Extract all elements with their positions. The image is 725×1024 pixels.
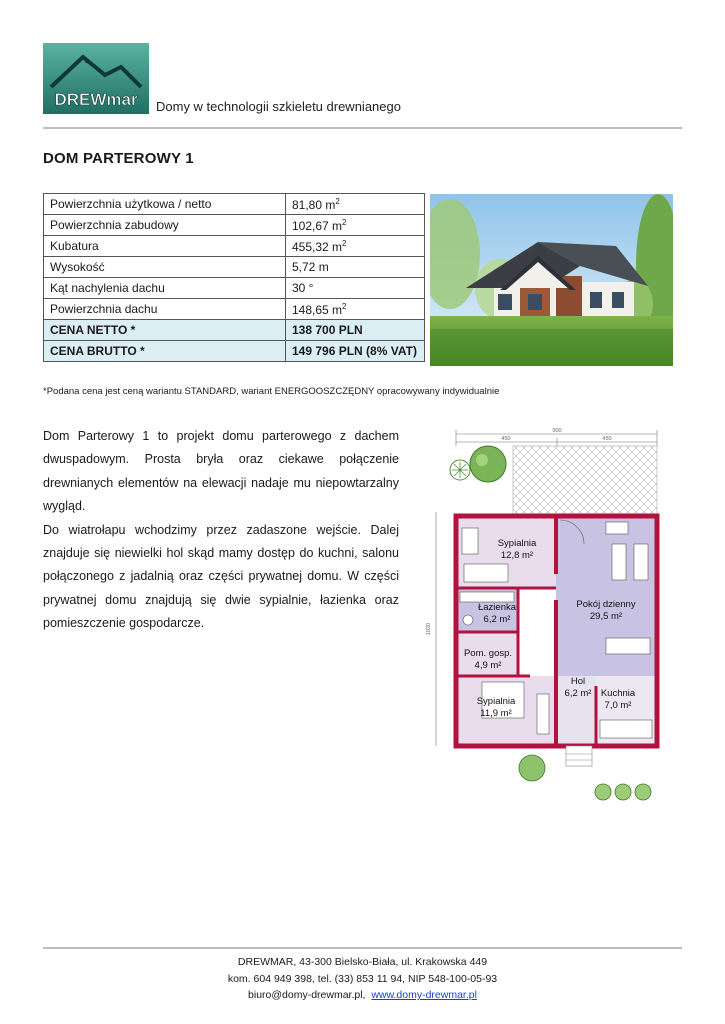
spec-label: Kubatura	[44, 236, 286, 257]
dim-side: 1020	[426, 622, 432, 636]
desc-line: prywatnej domu znajdują się dwie sypialnie, łazienka oraz	[43, 592, 399, 607]
desc-line: znajduje się niewielki hol skąd mamy dostęp do kuchni, salonu	[43, 546, 399, 561]
price-row-gross	[44, 341, 425, 362]
header-divider	[43, 127, 682, 129]
page-title: DOM PARTEROWY 1	[43, 150, 194, 167]
spec-value: 148,65 $m^2$	[286, 299, 425, 320]
desc-line: połączonego z jadalnią oraz części prywatnej domu. W części	[43, 569, 399, 584]
spec-label: Wysokość	[44, 257, 286, 278]
room-area: 4,9 m²	[474, 660, 502, 671]
desc-line: pomieszczenie gospodarcze.	[43, 616, 205, 631]
price-label: CENA BRUTTO *	[44, 341, 286, 362]
room-area: 6,2 m²	[483, 614, 511, 625]
room-area: 7,0 m²	[604, 700, 632, 711]
room-label: Sypialnia	[476, 696, 516, 707]
room-label: Pom. gosp.	[463, 648, 513, 659]
room-label: Sypialnia	[497, 538, 537, 549]
spec-value: 102,67 $m^2$	[286, 215, 425, 236]
spec-row	[44, 299, 425, 320]
price-note: *Podana cena jest ceną wariantu STANDARD, wariant ENERGOOSZCZĘDNY opracowywany indywidualnie	[43, 386, 500, 397]
dim-right: 450	[602, 436, 612, 442]
website-link[interactable]: www.domy-drewmar.pl	[371, 989, 477, 1001]
price-value: 138 700 PLN	[286, 320, 425, 341]
spec-row	[44, 215, 425, 236]
dim-total: 900	[552, 428, 562, 434]
footer-address: DREWMAR, 43-300 Bielsko-Biała, ul. Krakowska 449	[237, 956, 488, 968]
desc-line: Do wiatrołapu wchodzimy przez zadaszone wejście. Dalej	[43, 522, 399, 537]
desc-line: dwuspadowym. Prosta bryła oraz ciekawe połączenie	[43, 452, 399, 467]
spec-label: Powierzchnia zabudowy	[44, 215, 286, 236]
floor-plan	[420, 424, 682, 809]
spec-row	[44, 278, 425, 299]
logo-text: DREWmar	[54, 90, 138, 109]
room-area: 12,8 m²	[500, 550, 534, 561]
footer-links	[43, 987, 682, 1004]
footer-email: biuro@domy-drewmar.pl,	[248, 989, 366, 1001]
drewmar-logo	[43, 43, 149, 114]
room-label: Hol	[570, 676, 586, 687]
description	[43, 425, 399, 636]
spec-row	[44, 236, 425, 257]
tagline: Domy w technologii szkieletu drewnianego	[156, 99, 401, 114]
spec-row	[44, 257, 425, 278]
spec-label: Kąt nachylenia dachu	[44, 278, 286, 299]
price-label: CENA NETTO *	[44, 320, 286, 341]
room-area: 29,5 m²	[589, 611, 623, 622]
spec-label: Powierzchnia dachu	[44, 299, 286, 320]
desc-line: drewnianych elementów na elewacji nadaje mu niepowtarzalny	[43, 475, 399, 490]
room-label: Pokój dzienny	[576, 599, 636, 610]
room-area: 11,9 m²	[480, 708, 512, 719]
spec-value: 5,72 m	[286, 257, 425, 278]
price-row-net	[44, 320, 425, 341]
room-label: Łazienka	[477, 602, 517, 613]
desc-line: Dom Parterowy 1 to projekt domu parterowego z dachem	[43, 429, 399, 443]
spec-row	[44, 194, 425, 215]
desc-line: wygląd.	[43, 499, 86, 514]
spec-label: Powierzchnia użytkowa / netto	[44, 194, 286, 215]
price-value: 149 796 PLN (8% VAT)	[286, 341, 425, 362]
spec-value: 81,80 $m^2$	[286, 194, 425, 215]
footer-contact: kom. 604 949 398, tel. (33) 853 11 94, NIP 548-100-05-93	[227, 972, 498, 985]
house-photo	[430, 194, 673, 366]
spec-value: 30 °	[286, 278, 425, 299]
dim-left: 450	[501, 436, 511, 442]
footer	[43, 954, 682, 1004]
spec-value: 455,32 $m^2$	[286, 236, 425, 257]
spec-table	[43, 193, 425, 362]
room-label: Kuchnia	[600, 688, 636, 699]
footer-divider	[43, 947, 682, 949]
room-area: 6,2 m²	[564, 688, 592, 699]
